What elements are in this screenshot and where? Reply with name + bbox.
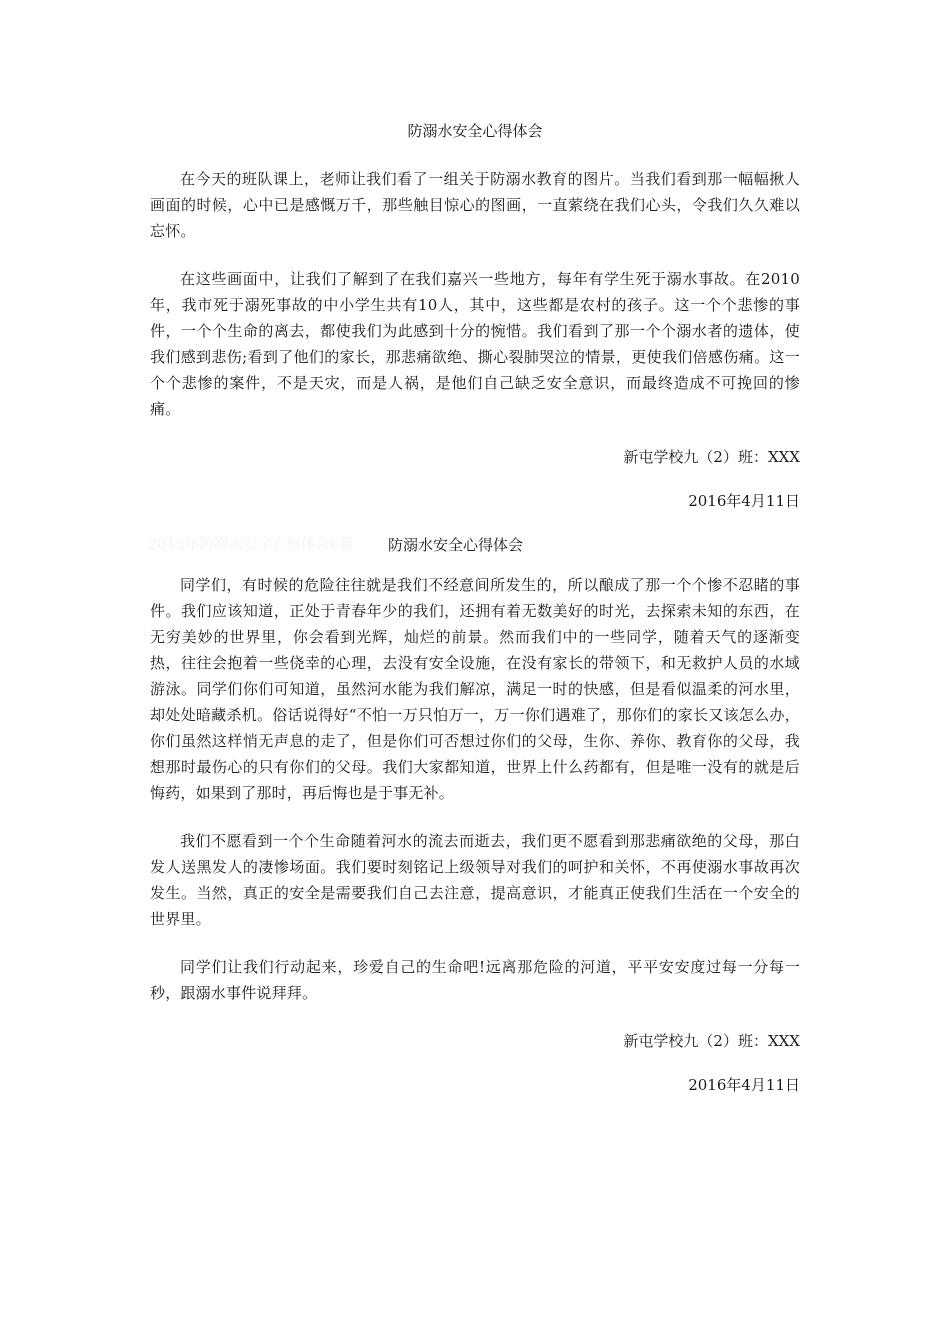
signature: 新屯学校九（2）班：XXX xyxy=(623,448,800,466)
date: 2016年4月11日 xyxy=(688,1076,800,1094)
paragraph: 同学们，有时候的危险往往就是我们不经意间所发生的，所以酿成了那一个个惨不忍睹的事件。我们应该知道，正处于青春年少的我们，还拥有着无数美好的时光，去探索未知的东西，在无穷美妙的世界里，你会看到光辉，灿烂的前景。然而我们中的一些同学，随着天气的逐渐变热，往往会抱着一些侥幸的心理，去没有安全设施，在没有家长的带领下，和无救护人员的水域游泳。同学们你们可知道，虽然河水能为我们解凉，满足一时的快感，但是看似温柔的河水里，却处处暗藏杀机。俗话说得好“不怕一万只怕万一，万一你们遇难了，那你们的家长又该怎么办，你们虽然这样悄无声息的走了，但是你们可否想过你们的父母，生你、养你、教育你的父母，我想那时最伤心的只有你们的父母。我们大家都知道，世界上什么药都有，但是唯一没有的就是后悔药，如果到了那时，再后悔也是于事无补。 xyxy=(150,576,800,802)
paragraph: 我们不愿看到一个个生命随着河水的流去而逝去，我们更不愿看到那悲痛欲绝的父母，那白发人送黑发人的凄惨场面。我们要时刻铭记上级领导对我们的呵护和关怀，不再使溺水事故再次发生。当然，真正的安全是需要我们自己去注意，提高意识，才能真正使我们生活在一个安全的世界里。 xyxy=(150,832,800,928)
section-title: 防溺水安全心得体会 xyxy=(388,536,524,554)
document-title: 防溺水安全心得体会 xyxy=(407,122,543,140)
paragraph: 在今天的班队课上，老师让我们看了一组关于防溺水教育的图片。当我们看到那一幅幅揪人画面的时候，心中已是感慨万千，那些触目惊心的图画，一直萦绕在我们心头，令我们久久难以忘怀。 xyxy=(150,170,800,240)
paragraph: 在这些画面中，让我们了解到了在我们嘉兴一些地方，每年有学生死于溺水事故。在2010年，我市死于溺死事故的中小学生共有10人，其中，这些都是农村的孩子。这一个个悲惨的事件，一个个生命的离去，都使我们为此感到十分的惋惜。我们看到了那一个个溺水者的遗体，使我们感到悲伤;看到了他们的家长，那悲痛欲绝、撕心裂肺哭泣的情景，更使我们倍感伤痛。这一个个悲惨的案件，不是天灾，而是人祸，是他们自己缺乏安全意识，而最终造成不可挽回的惨痛。 xyxy=(150,270,800,418)
date: 2016年4月11日 xyxy=(688,492,800,510)
section-heading-row xyxy=(150,532,800,558)
document-page xyxy=(150,112,800,1098)
signature: 新屯学校九（2）班：XXX xyxy=(623,1032,800,1050)
paragraph: 同学们让我们行动起来，珍爱自己的生命吧!远离那危险的河道，平平安安度过每一分每一秒，跟溺水事件说拜拜。 xyxy=(150,958,800,1002)
watermark-text: 2015年防溺水安全心得体会6篇 xyxy=(148,537,354,553)
